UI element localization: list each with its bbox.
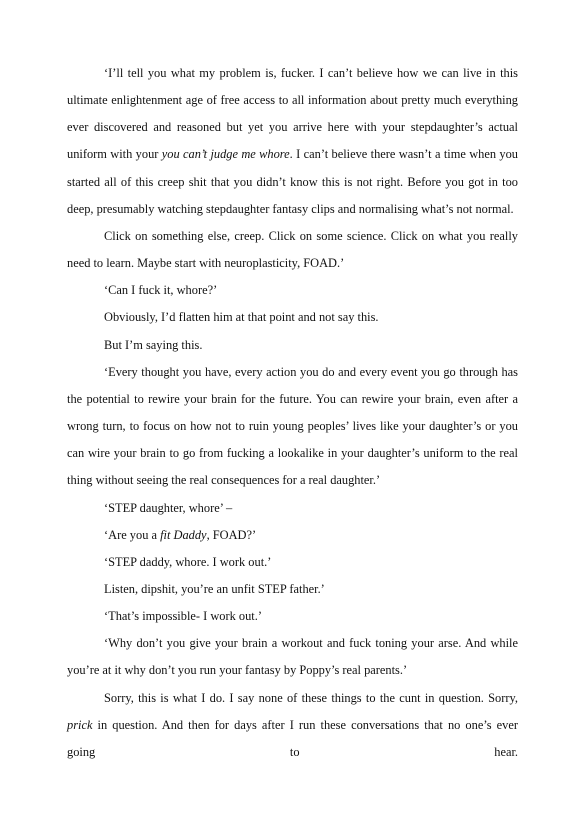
paragraph <box>67 576 518 603</box>
text-segment: ‘Are you a <box>104 527 161 542</box>
text-segment: , FOAD?’ <box>206 527 257 542</box>
text-segment: ‘STEP daddy, whore. I work out.’ <box>104 554 272 569</box>
paragraph <box>67 332 518 359</box>
text-segment: But I’m saying this. <box>104 337 203 352</box>
text-segment: ‘Every thought you have, every action you do and every event you go through has the potential to rewire your brain for the future. You can rewire your brain, even after a wrong turn, to focus on how not to ruin young peoples’ lives like your daughter’s or you can wire your brain to go from fucking a lookalike in your daughter’s uniform to the real thing without seeing the real consequences for a real daughter.’ <box>67 364 518 488</box>
paragraph <box>67 304 518 331</box>
italic-text: fit Daddy <box>160 527 207 542</box>
text-segment: Sorry, this is what I do. I say none of these things to the cunt in question. Sorry, <box>104 690 518 705</box>
text-segment: ‘I’ll tell you what my problem is, fucker. I can’t believe how we can live in this ultimate enlightenment age of free access to all information about pretty much everything ever discovered and reasoned but yet you arrive here with your stepdaughter’s actual uniform with your <box>67 66 518 162</box>
italic-text: prick <box>67 717 93 732</box>
paragraph <box>67 495 518 522</box>
italic-text: you can’t judge me whore <box>161 147 290 162</box>
text-segment: in question. And then for days after I run these conversations that no one’s ever going to hear. <box>67 717 518 759</box>
paragraph <box>67 522 518 549</box>
body-text <box>67 60 518 766</box>
text-segment: . I can’t believe there wasn’t a time when you started all of this creep shit that you didn’t know this is not right. Before you got in too deep, presumably watching stepdaughter fantasy clips and normalising what’s not normal. <box>67 147 518 216</box>
paragraph <box>67 549 518 576</box>
paragraph <box>67 685 518 766</box>
text-segment: Listen, dipshit, you’re an unfit STEP father.’ <box>104 581 325 596</box>
paragraph <box>67 60 518 223</box>
text-segment: ‘Can I fuck it, whore?’ <box>104 283 218 298</box>
paragraph <box>67 223 518 277</box>
text-segment: Click on something else, creep. Click on some science. Click on what you really need to learn. Maybe start with neuroplasticity, FOAD.’ <box>67 228 518 271</box>
paragraph <box>67 277 518 304</box>
text-segment: Obviously, I’d flatten him at that point and not say this. <box>104 310 379 325</box>
paragraph <box>67 630 518 684</box>
paragraph <box>67 359 518 495</box>
text-segment: ‘Why don’t you give your brain a workout and fuck toning your arse. And while you’re at it why don’t you run your fantasy by Poppy’s real parents.’ <box>67 636 518 678</box>
text-segment: ‘STEP daughter, whore’ – <box>104 500 233 515</box>
text-segment: ‘That’s impossible- I work out.’ <box>104 609 262 624</box>
paragraph <box>67 603 518 630</box>
